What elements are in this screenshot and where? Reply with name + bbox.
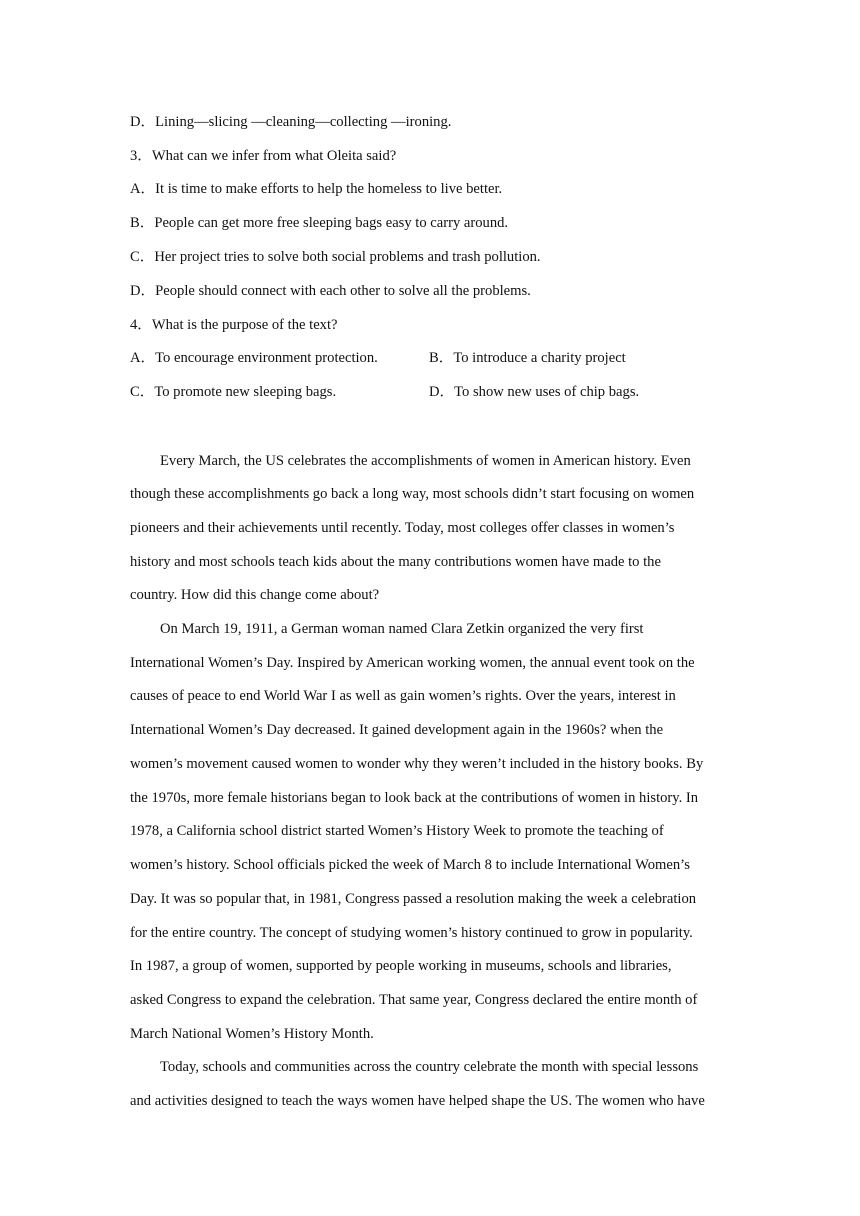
- passage-line: though these accomplishments go back a long way, most schools didn’t start focusing on women: [130, 486, 695, 502]
- passage-line: for the entire country. The concept of studying women’s history continued to grow in popularity.: [130, 925, 693, 941]
- passage-line: women’s history. School officials picked the week of March 8 to include International Women’s: [130, 857, 690, 873]
- passage-line: asked Congress to expand the celebration. That same year, Congress declared the entire month of: [130, 992, 698, 1008]
- question-2-option-d: D．Lining—slicing ―cleaning—collecting —ironing.: [130, 114, 452, 130]
- passage-line: pioneers and their achievements until recently. Today, most colleges offer classes in women’s: [130, 520, 675, 536]
- passage-line: and activities designed to teach the ways women have helped shape the US. The women who have: [130, 1093, 705, 1109]
- question-3-option-a: A．It is time to make efforts to help the homeless to live better.: [130, 181, 503, 197]
- passage-line: Every March, the US celebrates the accomplishments of women in American history. Even: [160, 453, 691, 469]
- passage-line: the 1970s, more female historians began to look back at the contributions of women in history. In: [130, 790, 699, 806]
- passage-line: On March 19, 1911, a German woman named Clara Zetkin organized the very first: [160, 621, 644, 637]
- passage-line: women’s movement caused women to wonder why they weren’t included in the history books. By: [130, 756, 704, 772]
- passage-line: causes of peace to end World War I as well as gain women’s rights. Over the years, interest in: [130, 688, 676, 704]
- question-3-stem: 3．What can we infer from what Oleita said?: [130, 148, 397, 164]
- passage-line: In 1987, a group of women, supported by people working in museums, schools and libraries,: [130, 958, 672, 974]
- passage-line: International Women’s Day. Inspired by American working women, the annual event took on the: [130, 655, 695, 671]
- passage-line: country. How did this change come about?: [130, 587, 380, 603]
- question-4-option-c: C．To promote new sleeping bags.: [130, 384, 337, 400]
- question-3-option-c: C．Her project tries to solve both social problems and trash pollution.: [130, 249, 541, 265]
- question-3-option-b: B．People can get more free sleeping bags easy to carry around.: [130, 215, 509, 231]
- passage-line: Today, schools and communities across the country celebrate the month with special lessons: [160, 1059, 699, 1075]
- passage-line: International Women’s Day decreased. It gained development again in the 1960s? when the: [130, 722, 664, 738]
- passage-line: Day. It was so popular that, in 1981, Congress passed a resolution making the week a celebration: [130, 891, 697, 907]
- question-4-stem: 4．What is the purpose of the text?: [130, 317, 338, 333]
- question-4-option-b: B．To introduce a charity project: [429, 350, 626, 366]
- passage-line: 1978, a California school district started Women’s History Week to promote the teaching of: [130, 823, 664, 839]
- passage-line: March National Women’s History Month.: [130, 1026, 374, 1042]
- question-4-option-a: A．To encourage environment protection.: [130, 350, 378, 366]
- question-3-option-d: D．People should connect with each other to solve all the problems.: [130, 283, 531, 299]
- passage-line: history and most schools teach kids about the many contributions women have made to the: [130, 554, 661, 570]
- question-4-option-d: D．To show new uses of chip bags.: [429, 384, 640, 400]
